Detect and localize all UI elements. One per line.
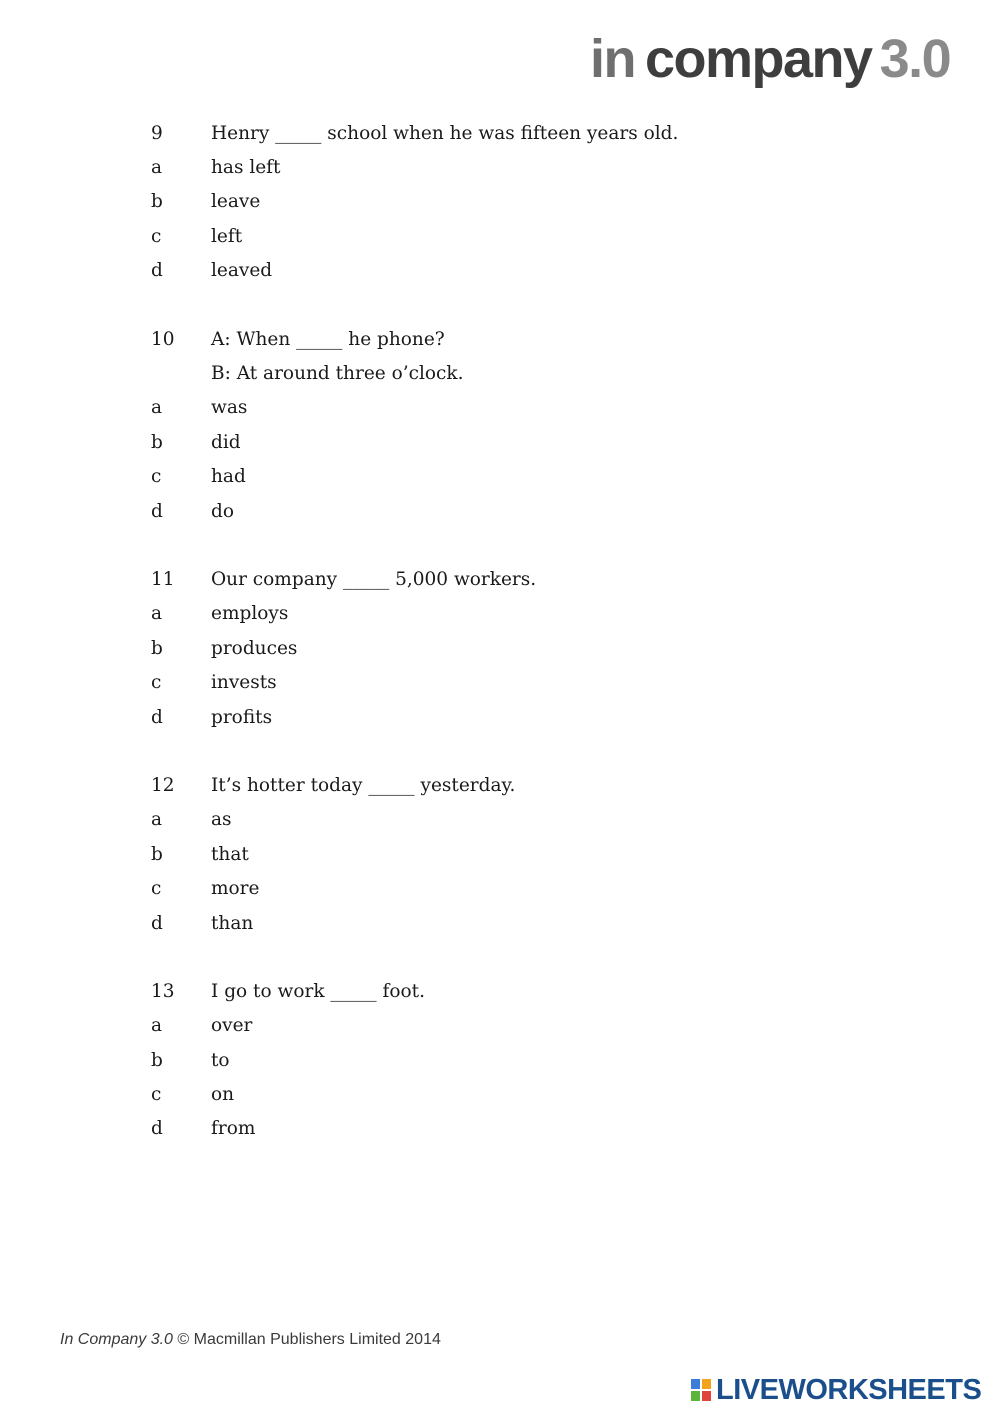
- option-text: invests: [211, 672, 277, 694]
- question-list: [151, 116, 851, 1180]
- option-letter: d: [151, 706, 163, 728]
- answer-option-d[interactable]: [151, 1112, 851, 1146]
- logo-square-2: [701, 1378, 712, 1390]
- answer-option-b[interactable]: [151, 425, 851, 459]
- answer-option-d[interactable]: [151, 906, 851, 940]
- option-text: to: [211, 1049, 230, 1071]
- option-letter: b: [151, 431, 163, 453]
- option-text: was: [211, 397, 248, 419]
- answer-option-c[interactable]: [151, 871, 851, 905]
- option-letter: a: [151, 1015, 163, 1037]
- option-letter: b: [151, 637, 163, 659]
- option-text: do: [211, 500, 234, 522]
- in-company-logo: [590, 28, 950, 90]
- option-letter: c: [151, 1084, 162, 1106]
- footer-title: In Company 3.0: [60, 1331, 173, 1348]
- option-letter: a: [151, 809, 163, 831]
- question-number: 12: [151, 774, 175, 796]
- question-number: 13: [151, 980, 175, 1002]
- footer-copyright: [60, 1331, 441, 1349]
- option-letter: b: [151, 191, 163, 213]
- option-text: produces: [211, 637, 298, 659]
- answer-option-b[interactable]: [151, 631, 851, 665]
- answer-option-a[interactable]: [151, 803, 851, 837]
- option-letter: b: [151, 843, 163, 865]
- option-letter: a: [151, 397, 163, 419]
- question-stem-row: [151, 322, 851, 356]
- question-number: 11: [151, 568, 175, 590]
- answer-option-b[interactable]: [151, 1043, 851, 1077]
- answer-option-c[interactable]: [151, 1077, 851, 1111]
- question-stem-row: [151, 768, 851, 802]
- option-letter: d: [151, 1118, 163, 1140]
- question-stem-row: [151, 974, 851, 1008]
- answer-option-d[interactable]: [151, 494, 851, 528]
- option-text: did: [211, 431, 241, 453]
- option-letter: a: [151, 157, 163, 179]
- answer-option-d[interactable]: [151, 700, 851, 734]
- question-stem-row: [151, 356, 851, 390]
- answer-option-a[interactable]: [151, 597, 851, 631]
- question-11: [151, 562, 851, 734]
- answer-option-c[interactable]: [151, 665, 851, 699]
- question-text: Henry _____ school when he was fifteen years old.: [211, 122, 679, 144]
- option-text: profits: [211, 706, 273, 728]
- answer-option-d[interactable]: [151, 254, 851, 288]
- logo-square-3: [690, 1390, 701, 1402]
- question-text: Our company _____ 5,000 workers.: [211, 568, 537, 590]
- option-letter: c: [151, 672, 162, 694]
- answer-option-b[interactable]: [151, 837, 851, 871]
- option-letter: d: [151, 500, 163, 522]
- option-text: from: [211, 1118, 256, 1140]
- answer-option-b[interactable]: [151, 185, 851, 219]
- option-letter: d: [151, 260, 163, 282]
- question-stem-row: [151, 116, 851, 150]
- question-12: [151, 768, 851, 940]
- option-letter: c: [151, 878, 162, 900]
- option-letter: b: [151, 1049, 163, 1071]
- option-text: employs: [211, 603, 289, 625]
- answer-option-a[interactable]: [151, 391, 851, 425]
- option-text: had: [211, 466, 246, 488]
- question-9: [151, 116, 851, 288]
- liveworksheets-watermark[interactable]: [690, 1372, 981, 1408]
- logo-part-company: company: [645, 29, 872, 89]
- option-text: has left: [211, 157, 281, 179]
- option-text: more: [211, 878, 260, 900]
- logo-part-in: in: [590, 29, 635, 89]
- question-text: A: When _____ he phone?: [211, 328, 445, 350]
- liveworksheets-logo-icon: [690, 1378, 712, 1402]
- question-text: It’s hotter today _____ yesterday.: [211, 774, 516, 796]
- option-text: left: [211, 225, 243, 247]
- option-letter: a: [151, 603, 163, 625]
- option-text: as: [211, 809, 232, 831]
- option-text: over: [211, 1015, 253, 1037]
- question-text: B: At around three o’clock.: [211, 363, 464, 385]
- option-text: leaved: [211, 260, 273, 282]
- answer-option-a[interactable]: [151, 1009, 851, 1043]
- option-text: that: [211, 843, 249, 865]
- option-text: leave: [211, 191, 261, 213]
- logo-square-4: [701, 1390, 712, 1402]
- question-number: 10: [151, 328, 175, 350]
- question-stem-row: [151, 562, 851, 596]
- option-letter: d: [151, 912, 163, 934]
- logo-part-version: 3.0: [879, 29, 951, 89]
- answer-option-a[interactable]: [151, 150, 851, 184]
- question-13: [151, 974, 851, 1146]
- footer-copyright-text: © Macmillan Publishers Limited 2014: [177, 1331, 441, 1348]
- answer-option-c[interactable]: [151, 460, 851, 494]
- option-letter: c: [151, 225, 162, 247]
- option-letter: c: [151, 466, 162, 488]
- option-text: than: [211, 912, 254, 934]
- question-number: 9: [151, 122, 163, 144]
- liveworksheets-text: LIVEWORKSHEETS: [716, 1373, 982, 1406]
- logo-square-1: [690, 1378, 701, 1390]
- answer-option-c[interactable]: [151, 219, 851, 253]
- question-text: I go to work _____ foot.: [211, 980, 425, 1002]
- question-10: [151, 322, 851, 528]
- option-text: on: [211, 1084, 235, 1106]
